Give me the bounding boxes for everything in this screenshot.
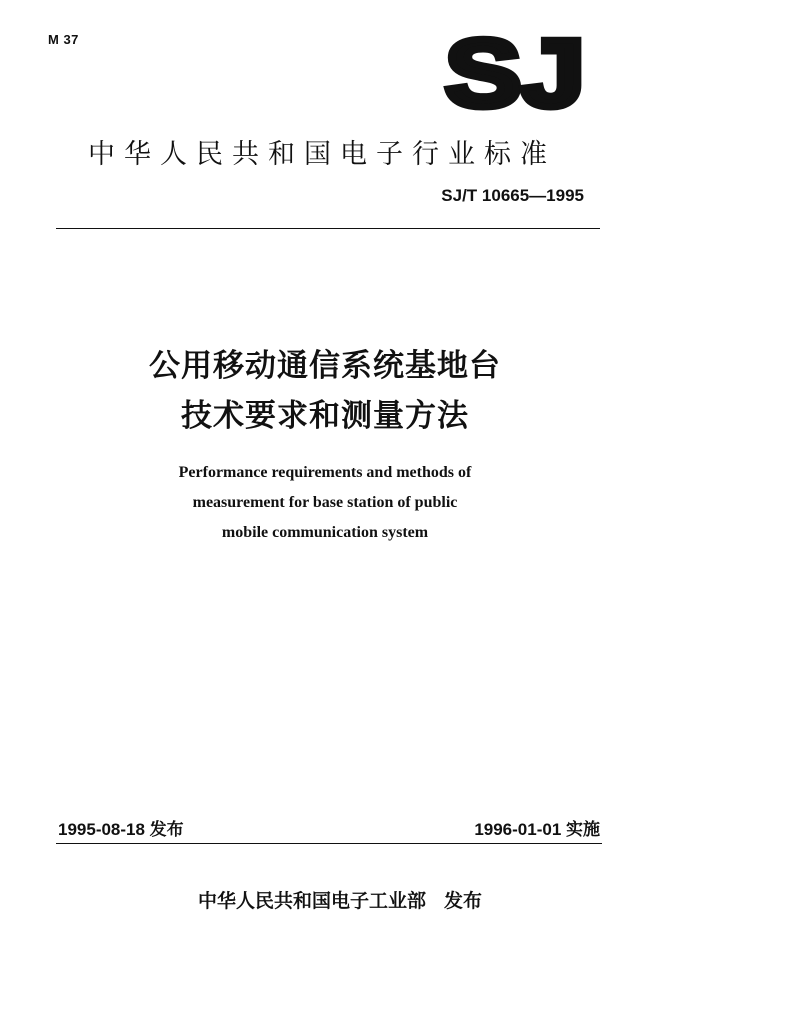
sj-logo [440, 28, 590, 118]
publisher-name: 中华人民共和国电子工业部 [197, 890, 426, 912]
classification-code: M 37 [48, 32, 79, 47]
issue-date: 1995-08-18 发布 [58, 820, 184, 839]
top-divider [56, 228, 600, 229]
english-title-line-3: mobile communication system [221, 524, 429, 541]
sj-logo-text: SJ [445, 28, 585, 118]
publisher-line [40, 886, 640, 913]
english-title-line-1: Performance requirements and methods of [178, 464, 472, 481]
publisher-action: 发布 [444, 890, 483, 912]
bottom-divider [56, 843, 602, 844]
chinese-title-line-2: 技术要求和测量方法 [181, 398, 469, 434]
implementation-date: 1996-01-01 实施 [474, 820, 600, 839]
english-title-line-2: measurement for base station of public [192, 494, 458, 511]
chinese-title-line-1: 公用移动通信系统基地台 [149, 348, 501, 384]
header-title: 中华人民共和国电子行业标准 [88, 139, 556, 170]
standard-number: SJ/T 10665—1995 [441, 186, 584, 205]
